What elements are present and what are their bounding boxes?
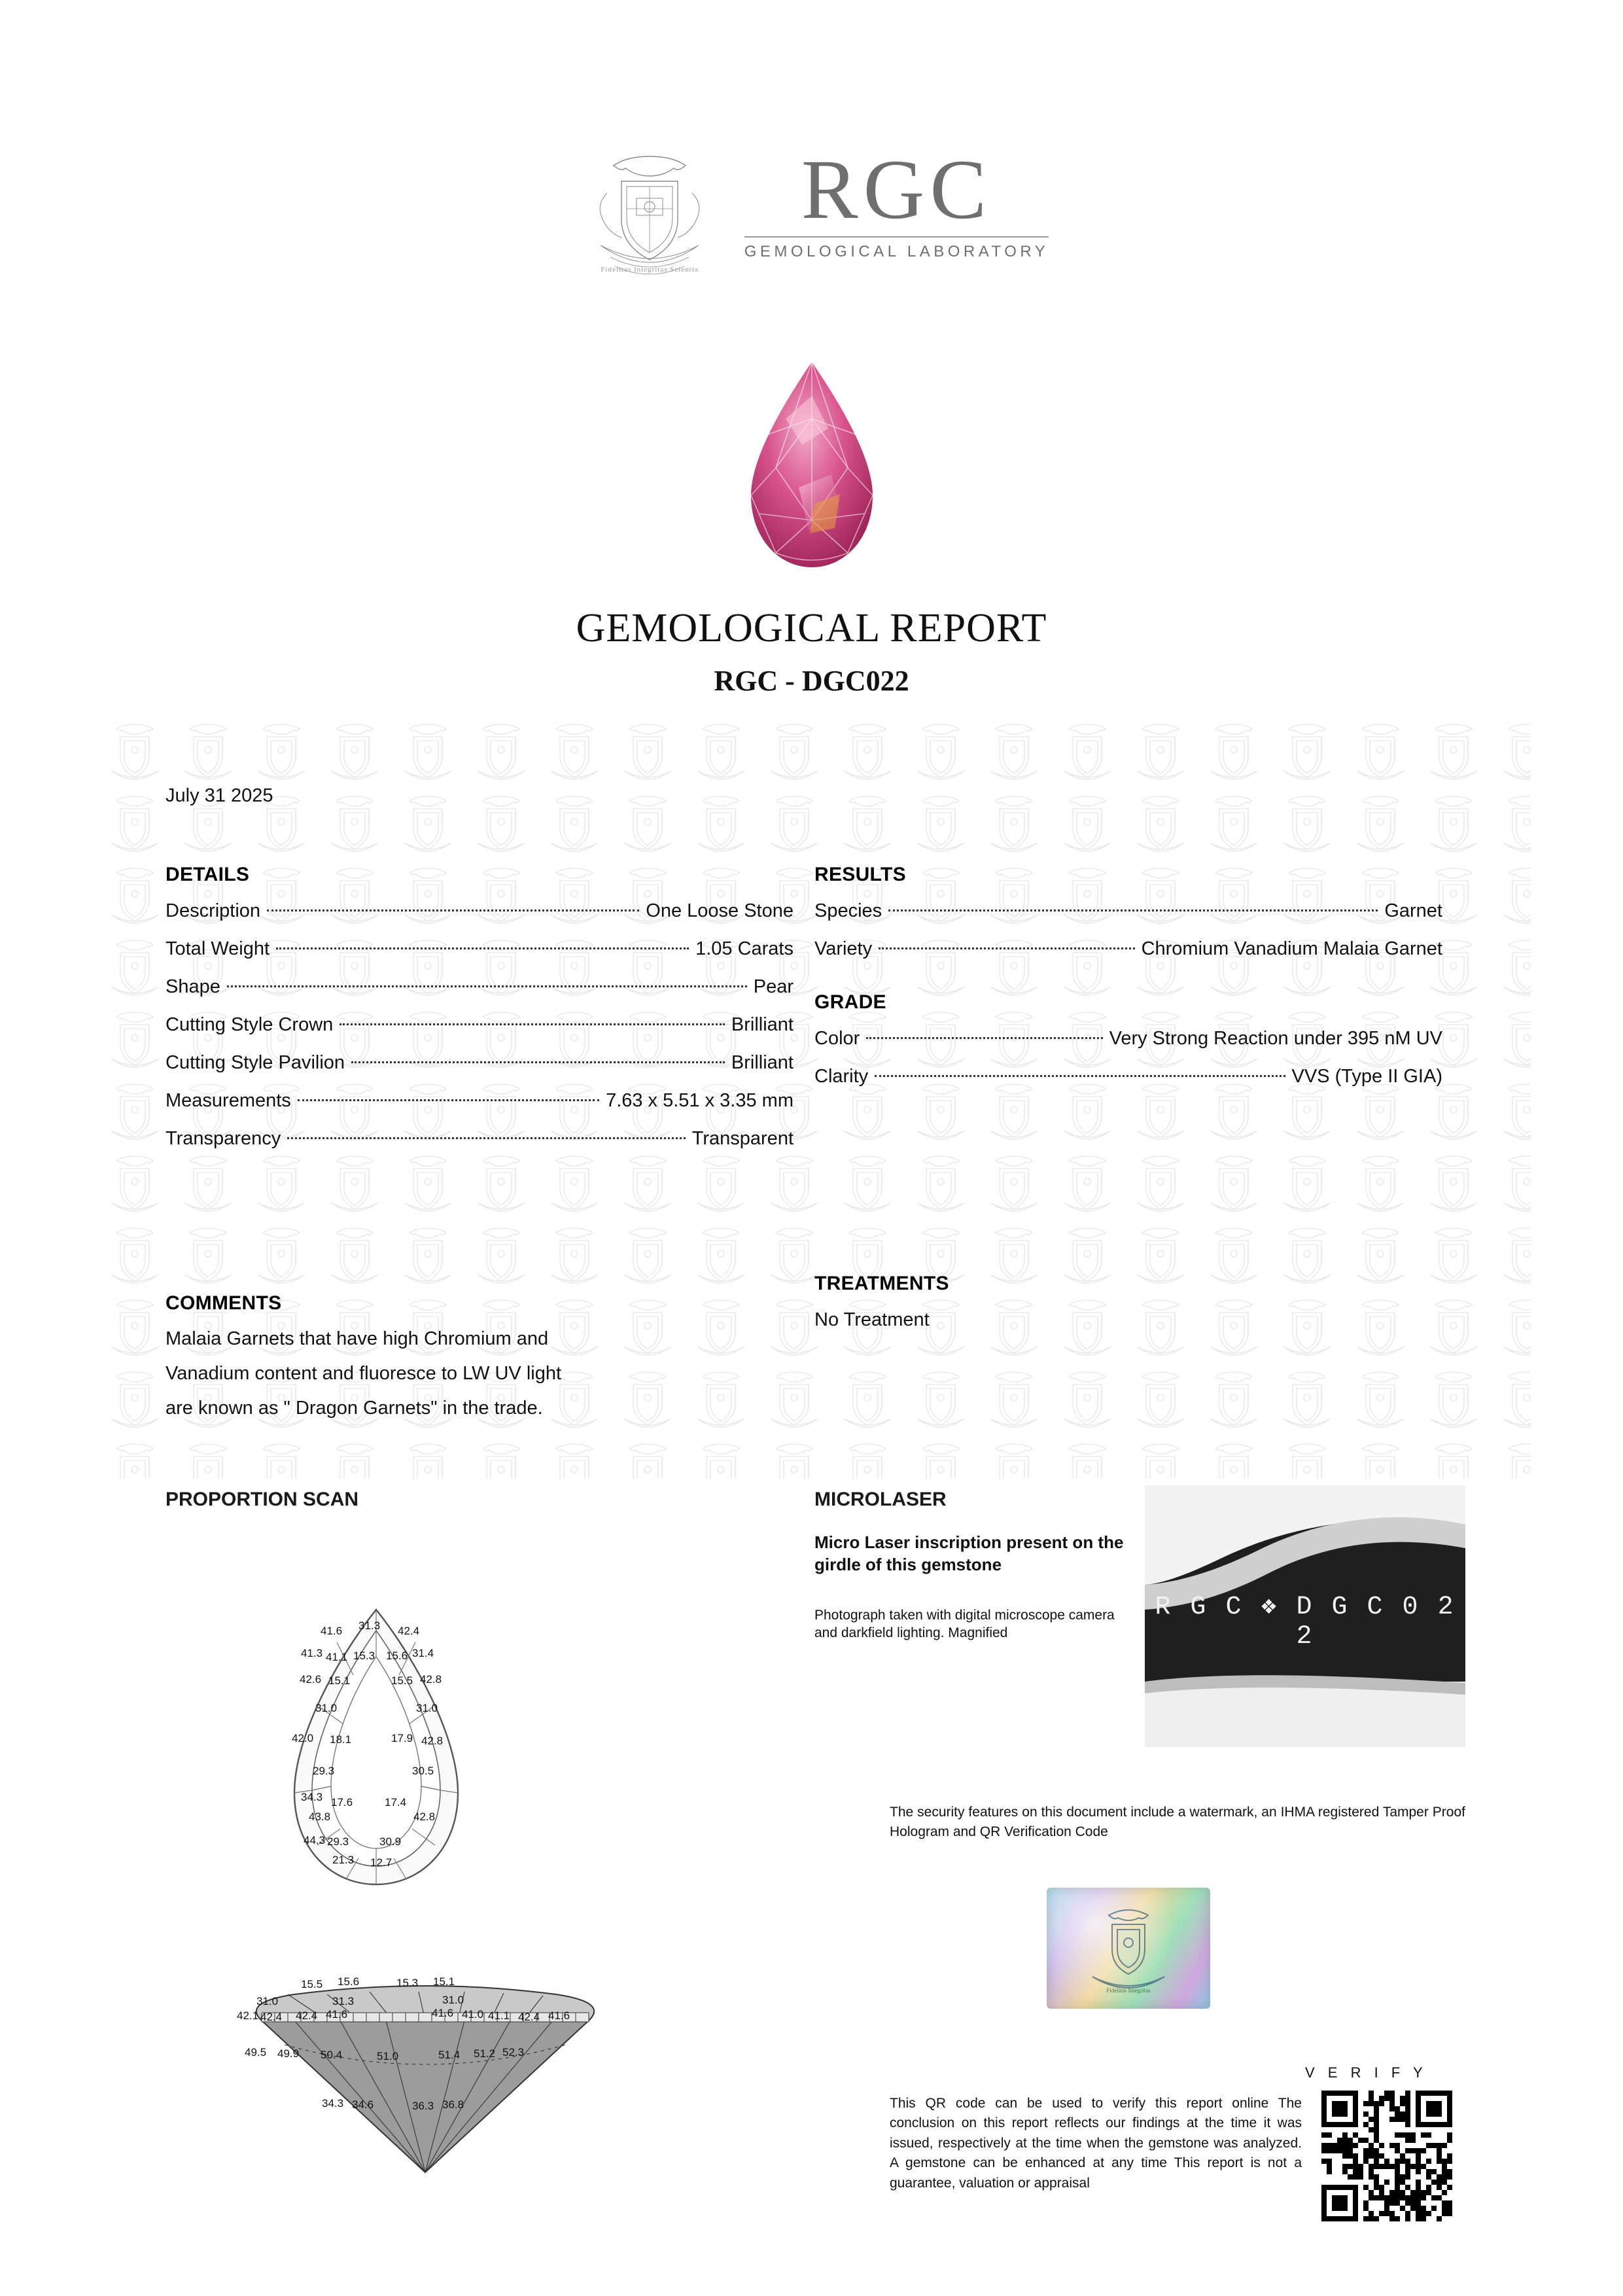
detail-value: Transparent [691, 1128, 794, 1149]
detail-row [166, 938, 794, 960]
result-row [814, 938, 1442, 960]
svg-text:34.6: 34.6 [352, 2098, 374, 2111]
svg-text:44.3: 44.3 [304, 1834, 326, 1846]
microlaser-heading: MICROLASER [814, 1489, 947, 1510]
dot-leader [866, 1036, 1102, 1039]
treatments-section [814, 1273, 1338, 1331]
grade-label: Clarity [814, 1066, 869, 1087]
result-label: Variety [814, 938, 873, 959]
details-heading: DETAILS [166, 864, 250, 885]
comments-line: Malaia Garnets that have high Chromium and [166, 1328, 549, 1349]
detail-row [166, 1052, 794, 1074]
grade-value: Very Strong Reaction under 395 nM UV [1109, 1028, 1442, 1049]
detail-label: Transparency [166, 1128, 281, 1149]
grade-label: Color [814, 1028, 860, 1049]
result-value: Chromium Vanadium Malaia Garnet [1141, 938, 1442, 959]
dot-leader [287, 1137, 685, 1139]
comments-heading: COMMENTS [166, 1292, 282, 1314]
detail-row [166, 1090, 794, 1112]
svg-text:41.6: 41.6 [548, 2009, 570, 2022]
svg-text:31.3: 31.3 [358, 1619, 381, 1632]
detail-value: 1.05 Carats [695, 938, 794, 959]
svg-text:41.6: 41.6 [326, 2008, 348, 2021]
svg-text:18.1: 18.1 [330, 1733, 352, 1746]
svg-text:42.4: 42.4 [518, 2011, 540, 2023]
svg-text:15.1: 15.1 [328, 1674, 351, 1687]
details-section [166, 864, 794, 1166]
svg-text:29.3: 29.3 [313, 1765, 335, 1777]
microlaser-photo [1145, 1485, 1465, 1747]
dot-leader [276, 947, 689, 949]
svg-text:41.6: 41.6 [321, 1625, 343, 1637]
detail-row [166, 900, 794, 922]
treatments-value: No Treatment [814, 1309, 930, 1330]
svg-text:51.0: 51.0 [377, 2050, 399, 2062]
qr-code-icon[interactable] [1321, 2091, 1452, 2221]
proportion-scan-heading: PROPORTION SCAN [166, 1489, 359, 1510]
detail-label: Cutting Style Pavilion [166, 1052, 345, 1073]
comments-line: Vanadium content and fluoresce to LW UV light [166, 1363, 562, 1385]
detail-value: Brilliant [731, 1014, 794, 1035]
svg-text:42.6: 42.6 [300, 1673, 322, 1686]
svg-text:15.3: 15.3 [396, 1977, 419, 1989]
page-title: GEMOLOGICAL REPORT [576, 606, 1047, 650]
svg-text:42.8: 42.8 [420, 1673, 442, 1686]
comments-section [166, 1292, 754, 1430]
svg-text:42.4: 42.4 [398, 1625, 420, 1637]
results-heading: RESULTS [814, 864, 906, 885]
dot-leader [340, 1023, 725, 1025]
report-number: RGC - DGC022 [714, 665, 909, 697]
svg-text:31.0: 31.0 [442, 1994, 464, 2006]
detail-row [166, 1014, 794, 1036]
svg-text:42.8: 42.8 [413, 1810, 436, 1823]
svg-text:49.5: 49.5 [245, 2046, 267, 2058]
svg-text:51.4: 51.4 [438, 2049, 461, 2061]
svg-text:41.1: 41.1 [488, 2009, 510, 2022]
dot-leader [351, 1061, 725, 1063]
svg-text:29.3: 29.3 [327, 1835, 349, 1848]
issue-date: July 31 2025 [166, 785, 273, 806]
svg-text:31.0: 31.0 [256, 1995, 279, 2007]
treatments-heading: TREATMENTS [814, 1273, 949, 1294]
grade-value: VVS (Type II GIA) [1291, 1066, 1442, 1087]
dot-leader [888, 909, 1378, 911]
detail-label: Total Weight [166, 938, 270, 959]
verify-label: V E R I F Y [1305, 2064, 1427, 2081]
detail-row [166, 976, 794, 998]
svg-text:42.4: 42.4 [296, 2009, 318, 2022]
svg-text:30.9: 30.9 [379, 1835, 402, 1848]
svg-text:12.7: 12.7 [370, 1856, 393, 1869]
svg-text:41.3: 41.3 [301, 1647, 323, 1659]
detail-label: Description [166, 900, 261, 921]
detail-value: 7.63 x 5.51 x 3.35 mm [606, 1090, 794, 1111]
brand-subtitle: GEMOLOGICAL LABORATORY [744, 236, 1049, 261]
svg-text:36.3: 36.3 [412, 2100, 434, 2112]
dot-leader [879, 947, 1134, 949]
brand-name: RGC [801, 143, 992, 237]
detail-value: One Loose Stone [646, 900, 794, 921]
svg-text:49.9: 49.9 [277, 2047, 300, 2060]
detail-value: Pear [753, 976, 794, 997]
svg-text:30.5: 30.5 [412, 1765, 434, 1777]
dot-leader [227, 985, 747, 987]
security-features-note: The security features on this document include a watermark, an IHMA registered Tamper Proof Hologram and QR Verification Code [890, 1805, 1465, 1840]
svg-text:17.4: 17.4 [385, 1796, 407, 1809]
proportion-scan-diagram [150, 1570, 713, 2225]
svg-text:51.2: 51.2 [474, 2047, 496, 2060]
brand-header [0, 143, 1623, 288]
result-value: Garnet [1384, 900, 1442, 921]
svg-text:31.0: 31.0 [315, 1702, 338, 1714]
svg-text:15.6: 15.6 [338, 1975, 360, 1988]
results-section [814, 864, 1442, 1104]
svg-text:52.3: 52.3 [502, 2046, 525, 2058]
microlaser-note: Photograph taken with digital microscope camera and darkfield lighting. Magnified [814, 1608, 1115, 1641]
svg-text:41.1: 41.1 [326, 1651, 348, 1663]
svg-text:42.4: 42.4 [260, 2011, 283, 2023]
grade-row [814, 1028, 1442, 1050]
microlaser-text: Micro Laser inscription present on the girdle of this gemstone [814, 1532, 1124, 1575]
svg-text:Fidelitas Integritas: Fidelitas Integritas [1106, 1987, 1151, 1994]
svg-text:21.3: 21.3 [332, 1854, 355, 1866]
grade-row [814, 1066, 1442, 1087]
svg-text:15.6: 15.6 [386, 1650, 408, 1662]
svg-text:42.0: 42.0 [292, 1732, 314, 1744]
verify-disclaimer: This QR code can be used to verify this report online The conclusion on this report reflects our findings at the time it was issued, respectively at the time when the gemstone was analyzed. A gemstone can be enhanced at any time This report is not a guarantee, valuation or appraisal [890, 2096, 1302, 2191]
svg-text:17.6: 17.6 [331, 1796, 353, 1809]
detail-label: Measurements [166, 1090, 291, 1111]
detail-label: Shape [166, 976, 220, 997]
dot-leader [298, 1099, 599, 1101]
svg-text:34.3: 34.3 [301, 1791, 323, 1803]
heraldic-crest-icon [574, 147, 725, 288]
result-label: Species [814, 900, 882, 921]
comments-line: are known as " Dragon Garnets" in the trade. [166, 1398, 543, 1419]
svg-text:50.4: 50.4 [321, 2049, 343, 2061]
svg-text:43.8: 43.8 [309, 1810, 331, 1823]
svg-text:42.8: 42.8 [421, 1735, 444, 1747]
detail-value: Brilliant [731, 1052, 794, 1073]
detail-label: Cutting Style Crown [166, 1014, 334, 1035]
result-row [814, 900, 1442, 922]
detail-row [166, 1128, 794, 1150]
svg-text:31.3: 31.3 [332, 1995, 355, 2007]
svg-text:Fidelitas Integritas Scientia: Fidelitas Integritas Scientia [601, 266, 699, 274]
svg-text:36.8: 36.8 [442, 2098, 464, 2111]
svg-text:17.9: 17.9 [391, 1732, 413, 1744]
svg-text:42.1: 42.1 [237, 2009, 259, 2022]
svg-text:31.4: 31.4 [412, 1647, 434, 1659]
hologram-seal-icon [1047, 1888, 1210, 2009]
svg-text:15.5: 15.5 [301, 1978, 323, 1990]
svg-text:41.6: 41.6 [432, 2007, 454, 2019]
microlaser-inscription: R G C ❖ D G C 0 2 2 [1155, 1593, 1456, 1651]
svg-text:41.0: 41.0 [462, 2008, 484, 2021]
svg-text:34.3: 34.3 [322, 2097, 344, 2110]
dot-leader [875, 1074, 1285, 1077]
grade-heading: GRADE [814, 991, 886, 1013]
svg-text:15.1: 15.1 [433, 1975, 455, 1988]
svg-text:15.5: 15.5 [391, 1674, 413, 1687]
svg-text:15.3: 15.3 [353, 1650, 375, 1662]
gemstone-photo [0, 357, 1623, 576]
svg-text:31.0: 31.0 [416, 1702, 438, 1714]
dot-leader [267, 909, 639, 911]
